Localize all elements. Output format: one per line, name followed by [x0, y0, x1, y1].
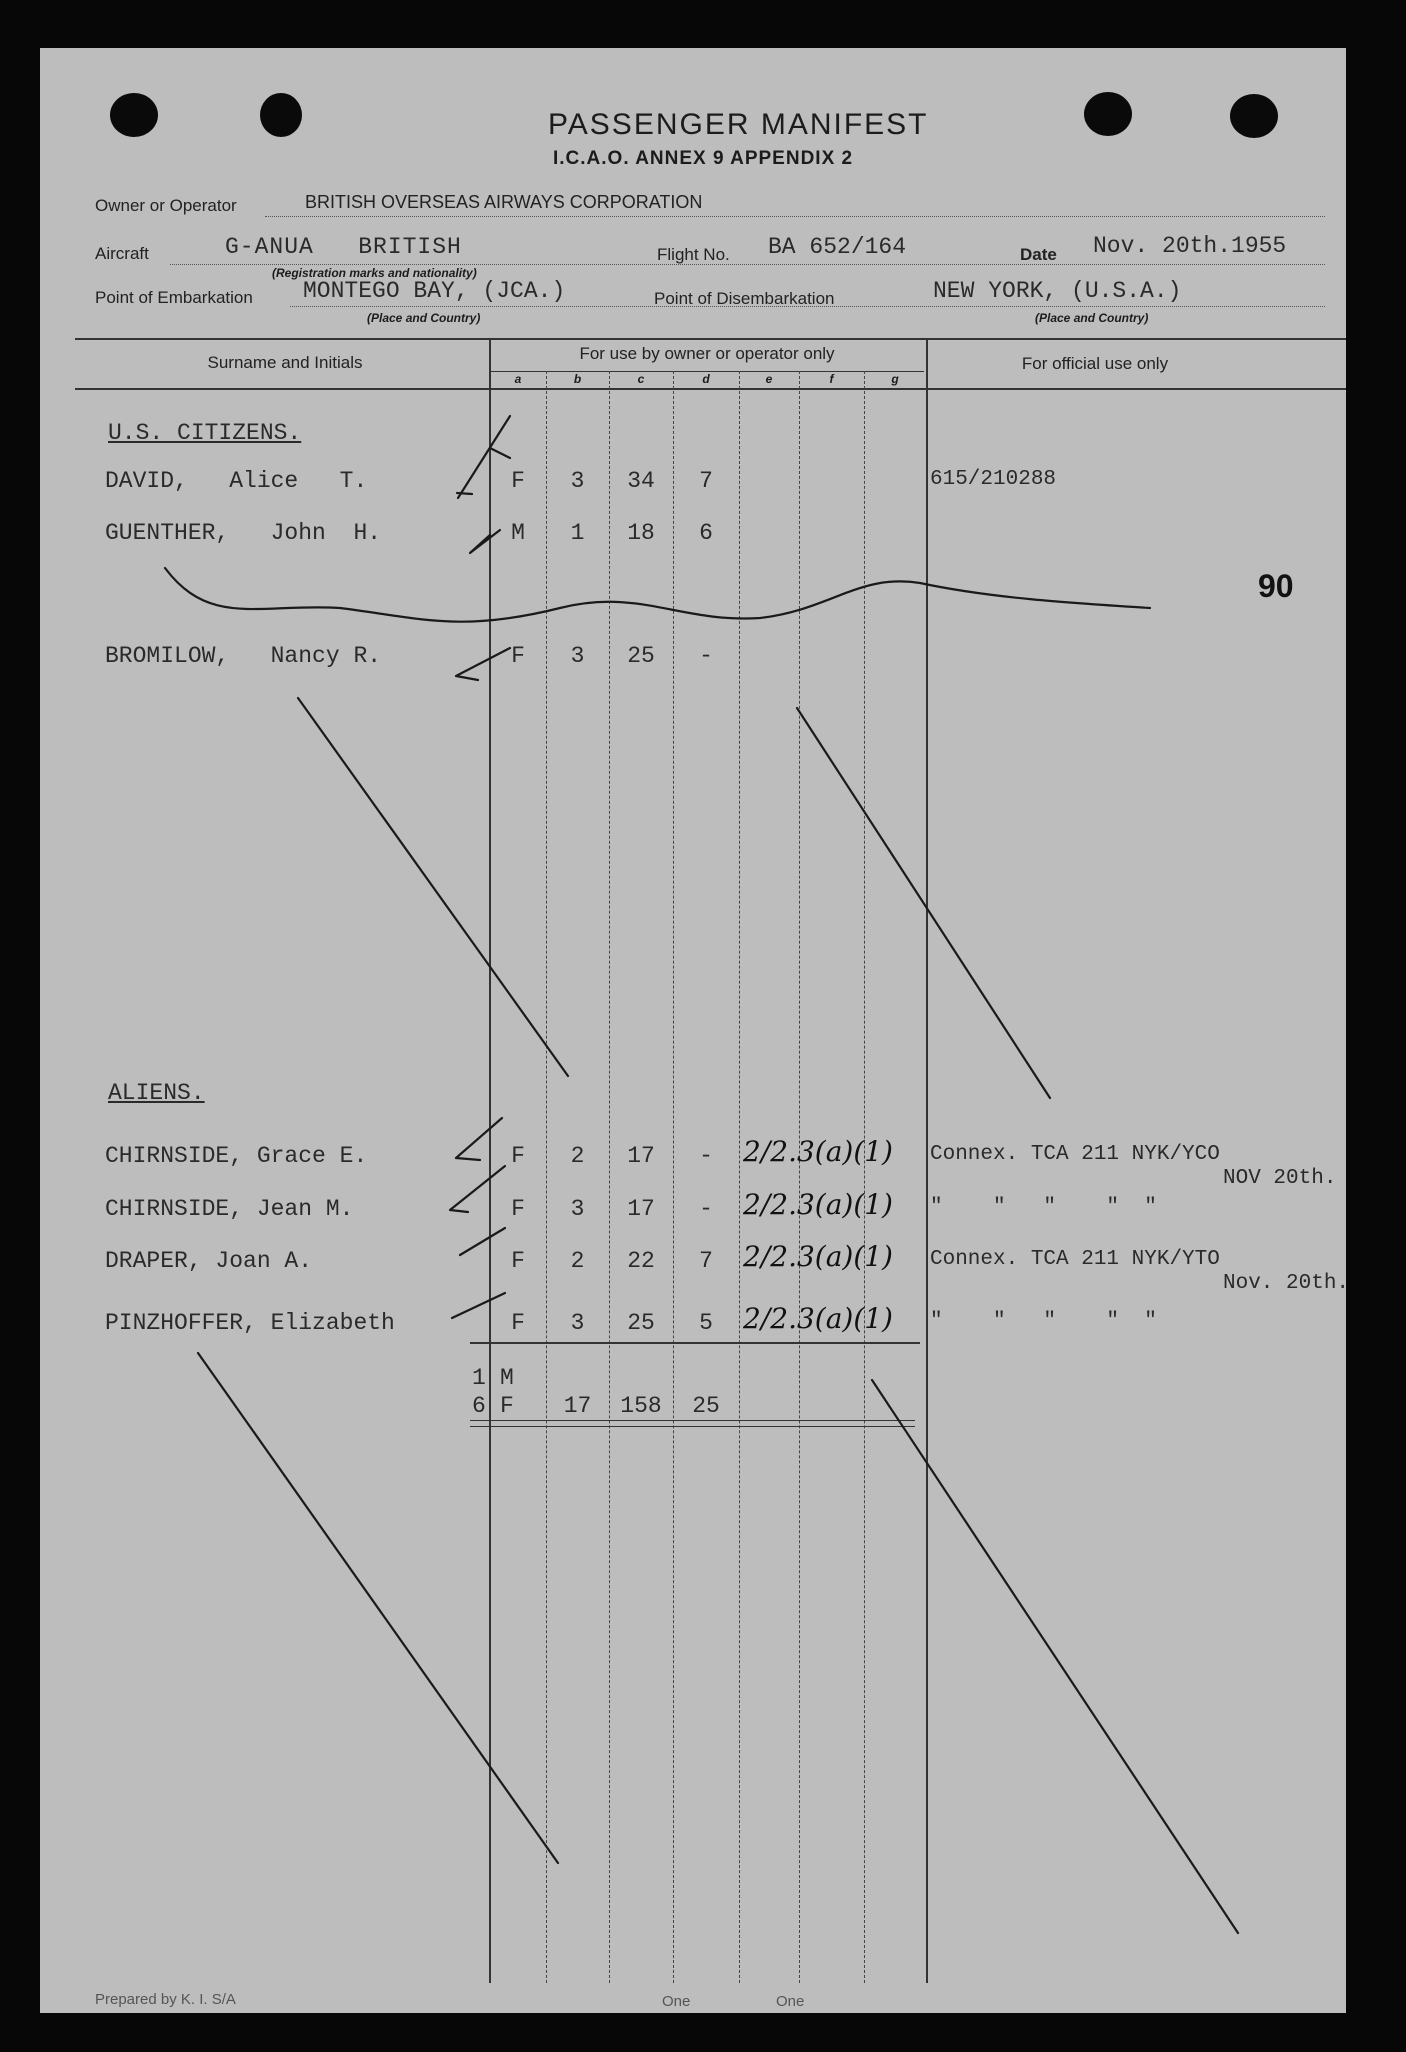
- passenger-name: DAVID, Alice T.: [105, 468, 368, 494]
- passenger-handwritten-code: 2/2.3(a)(1): [743, 1188, 893, 1221]
- totals-top-rule: [470, 1342, 920, 1344]
- passenger-official-note-2: Nov. 20th.: [1223, 1272, 1350, 1295]
- passenger-col-c: 34: [627, 468, 655, 494]
- strike-wavy-line: [165, 568, 1150, 622]
- embark-label: Point of Embarkation: [95, 288, 253, 307]
- passenger-col-a: M: [511, 520, 525, 546]
- aircraft-value: G-ANUA BRITISH: [225, 234, 462, 260]
- passenger-col-b: 2: [570, 1248, 585, 1274]
- column-rule-a: [546, 371, 547, 1983]
- passenger-official-note: " " " " ": [930, 1310, 1157, 1333]
- passenger-col-c: 22: [627, 1248, 655, 1274]
- section-us-citizens: U.S. CITIZENS.: [108, 420, 302, 446]
- passenger-name: GUENTHER, John H.: [105, 520, 382, 546]
- column-rule-c: [673, 371, 674, 1983]
- total-d: 25: [692, 1393, 720, 1419]
- passenger-col-a: F: [511, 1310, 525, 1336]
- passenger-col-a: F: [511, 468, 525, 494]
- table-top-rule: [75, 338, 1346, 340]
- passenger-official-note: Connex. TCA 211 NYK/YTO: [930, 1248, 1220, 1271]
- slash-mark-3: [198, 1353, 558, 1863]
- embark-dotted-line: [290, 306, 1325, 307]
- page-title: PASSENGER MANIFEST: [548, 108, 929, 141]
- punch-hole-left-1: [110, 93, 158, 137]
- official-use-header: For official use only: [1021, 354, 1169, 373]
- total-female-label: F: [500, 1393, 514, 1419]
- aircraft-dotted-line: [170, 264, 1325, 265]
- passenger-col-b: 1: [570, 520, 585, 546]
- passenger-official-note: " " " " ": [930, 1196, 1157, 1219]
- date-value: Nov. 20th.1955: [1093, 233, 1287, 259]
- passenger-col-d: 6: [699, 520, 713, 546]
- flight-label: Flight No.: [657, 245, 730, 264]
- passenger-name: DRAPER, Joan A.: [105, 1248, 313, 1274]
- passenger-col-b: 3: [570, 468, 585, 494]
- punch-hole-left-2: [260, 93, 302, 137]
- passenger-col-b: 3: [570, 1310, 585, 1336]
- totals-double-rule-1: [470, 1420, 915, 1421]
- passenger-official-note: Connex. TCA 211 NYK/YCO: [930, 1143, 1220, 1166]
- passenger-col-b: 2: [570, 1143, 585, 1169]
- column-rule-official: [926, 338, 928, 1983]
- passenger-col-c: 17: [627, 1196, 655, 1222]
- owner-label: Owner or Operator: [95, 196, 237, 215]
- aircraft-label: Aircraft: [95, 244, 149, 263]
- footer-fragment-1: One: [662, 1993, 691, 2010]
- disembark-label: Point of Disembarkation: [654, 289, 835, 308]
- embark-hint: (Place and Country): [367, 311, 481, 325]
- owner-value: BRITISH OVERSEAS AIRWAYS CORPORATION: [305, 192, 703, 212]
- passenger-col-d: -: [699, 643, 713, 669]
- page-subtitle: I.C.A.O. ANNEX 9 APPENDIX 2: [553, 148, 854, 169]
- punch-hole-right-1: [1084, 92, 1132, 136]
- passenger-col-a: F: [511, 1196, 525, 1222]
- passenger-col-d: 5: [699, 1310, 713, 1336]
- subcol-b: b: [573, 372, 582, 386]
- passenger-col-c: 18: [627, 520, 655, 546]
- total-male-label: M: [500, 1365, 514, 1391]
- passenger-col-b: 3: [570, 643, 585, 669]
- disembark-value: NEW YORK, (U.S.A.): [933, 278, 1182, 304]
- slash-mark-1: [298, 698, 568, 1076]
- disembark-hint: (Place and Country): [1035, 311, 1149, 325]
- manifest-sheet: [40, 48, 1350, 2013]
- section-aliens: ALIENS.: [108, 1080, 205, 1106]
- total-male-count: 1: [472, 1365, 486, 1391]
- total-c: 158: [620, 1393, 662, 1419]
- passenger-name: BROMILOW, Nancy R.: [105, 643, 382, 669]
- subcol-d: d: [702, 372, 710, 386]
- passenger-name: CHIRNSIDE, Jean M.: [105, 1196, 354, 1222]
- passenger-handwritten-code: 2/2.3(a)(1): [743, 1240, 893, 1273]
- column-rule-b: [609, 371, 610, 1983]
- tick-mark-8: [490, 448, 510, 458]
- passenger-col-a: F: [511, 1143, 525, 1169]
- margin-note: 90: [1258, 568, 1294, 604]
- table-header-bottom-rule: [75, 388, 1346, 390]
- passenger-col-c: 17: [627, 1143, 655, 1169]
- passenger-official-note-2: NOV 20th.: [1223, 1167, 1337, 1190]
- subcol-c: c: [637, 372, 645, 386]
- passenger-col-a: F: [511, 1248, 525, 1274]
- passenger-col-b: 3: [570, 1196, 585, 1222]
- passenger-name: PINZHOFFER, Elizabeth: [105, 1310, 395, 1336]
- passenger-col-c: 25: [627, 1310, 655, 1336]
- column-rule-e: [799, 371, 800, 1983]
- passenger-col-d: 7: [699, 468, 713, 494]
- total-female-count: 6: [472, 1393, 486, 1419]
- column-rule-f: [864, 371, 865, 1983]
- aircraft-hint: (Registration marks and nationality): [272, 266, 477, 280]
- owner-dotted-line: [265, 216, 1325, 217]
- subcol-e: e: [765, 372, 773, 386]
- footer-fragment-2: One: [776, 1993, 805, 2010]
- column-rule-d: [739, 371, 740, 1983]
- passenger-handwritten-code: 2/2.3(a)(1): [743, 1302, 893, 1335]
- flight-value: BA 652/164: [768, 234, 907, 260]
- totals-double-rule-2: [470, 1426, 915, 1427]
- subcol-f: f: [829, 372, 834, 386]
- passenger-official-note: 615/210288: [930, 468, 1057, 491]
- passenger-col-c: 25: [627, 643, 655, 669]
- slash-mark-2: [797, 708, 1050, 1098]
- passenger-name: CHIRNSIDE, Grace E.: [105, 1143, 368, 1169]
- hand-marks-overlay: [40, 48, 1346, 2013]
- footer-prepared-by: Prepared by K. I. S/A: [95, 1991, 236, 2008]
- passenger-col-a: F: [511, 643, 525, 669]
- passenger-col-d: -: [699, 1196, 713, 1222]
- punch-hole-right-2: [1230, 94, 1278, 138]
- total-b: 17: [563, 1393, 592, 1419]
- passenger-col-d: -: [699, 1143, 713, 1169]
- embark-value: MONTEGO BAY, (JCA.): [303, 278, 566, 304]
- passenger-col-d: 7: [699, 1248, 713, 1274]
- subcol-a: a: [514, 372, 522, 386]
- owner-use-header: For use by owner or operator only: [579, 344, 835, 363]
- passenger-handwritten-code: 2/2.3(a)(1): [743, 1135, 893, 1168]
- surname-column-header: Surname and Initials: [207, 353, 363, 372]
- date-label: Date: [1020, 245, 1057, 264]
- subcol-g: g: [891, 372, 899, 386]
